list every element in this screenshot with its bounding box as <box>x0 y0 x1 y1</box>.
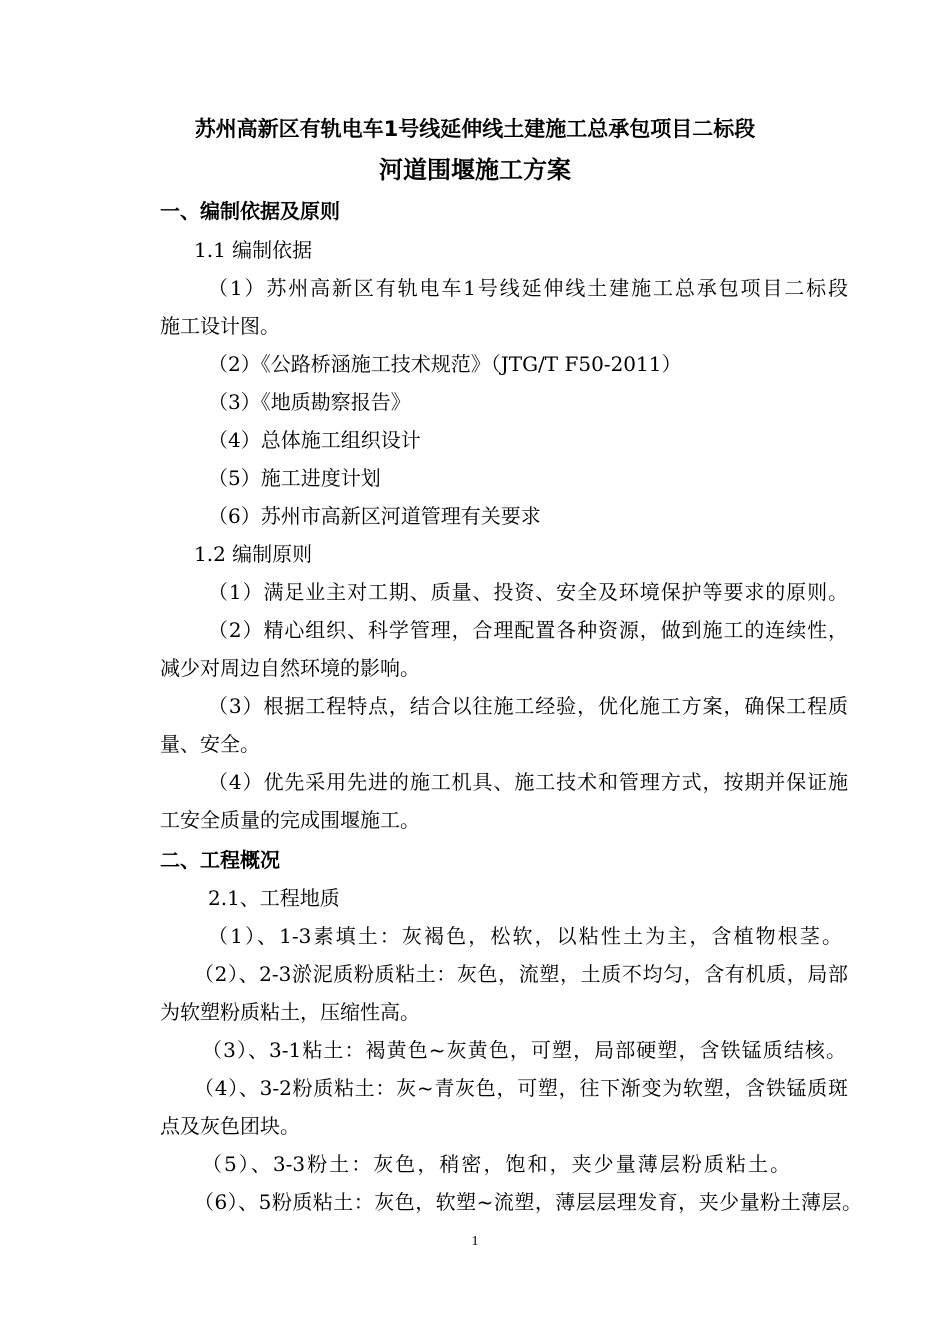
list-item: 减少对周边自然环境的影响。 <box>160 656 420 680</box>
list-item: （1）满足业主对工期、质量、投资、安全及环境保护等要求的原则。 <box>208 580 848 604</box>
list-item: （3）《地质勘察报告》 <box>208 390 411 414</box>
subsection-1-1-heading: 1.1 编制依据 <box>194 238 313 262</box>
list-item: （2）精心组织、科学管理，合理配置各种资源，做到施工的连续性， <box>208 618 848 642</box>
list-item: （6）苏州市高新区河道管理有关要求 <box>208 504 541 528</box>
list-item: （3）、3-1粘土：褐黄色~灰黄色，可塑，局部硬塑，含铁锰质结核。 <box>202 1038 846 1062</box>
section2-heading: 二、工程概况 <box>160 848 280 872</box>
subsection-1-2-heading: 1.2 编制原则 <box>194 542 313 566</box>
list-item: （5）、3-3粉土：灰色，稍密，饱和，夹少量薄层粉质粘土。 <box>202 1152 790 1176</box>
list-item: 为软塑粉质粘土，压缩性高。 <box>160 1000 420 1024</box>
section1-heading: 一、编制依据及原则 <box>160 199 340 223</box>
document-title-line2: 河道围堰施工方案 <box>379 156 571 184</box>
list-item: （1）苏州高新区有轨电车1号线延伸线土建施工总承包项目二标段 <box>208 276 848 300</box>
subsection-2-1-heading: 2.1、工程地质 <box>208 886 340 910</box>
list-item: （4）优先采用先进的施工机具、施工技术和管理方式，按期并保证施 <box>208 770 848 794</box>
list-item: （2）《公路桥涵施工技术规范》（JTG/T F50-2011） <box>208 352 682 376</box>
list-item: 施工设计图。 <box>160 314 280 338</box>
list-item: （1）、1-3素填土：灰褐色，松软，以粘性土为主，含植物根茎。 <box>208 924 842 948</box>
list-item: （4）总体施工组织设计 <box>208 428 421 452</box>
list-item: 工安全质量的完成围堰施工。 <box>160 808 420 832</box>
list-item: （4）、3-2粉质粘土：灰~青灰色，可塑，往下渐变为软塑，含铁锰质斑 <box>194 1076 848 1100</box>
page-number: 1 <box>471 1234 479 1249</box>
list-item: （2）、2-3淤泥质粉质粘土：灰色，流塑，土质不均匀，含有机质，局部 <box>194 962 848 986</box>
list-item: （6）、5粉质粘土：灰色，软塑~流塑，薄层层理发育，夹少量粉土薄层。 <box>194 1190 862 1214</box>
list-item: （3）根据工程特点，结合以往施工经验，优化施工方案，确保工程质 <box>208 694 848 718</box>
list-item: 量、安全。 <box>160 732 260 756</box>
list-item: （5）施工进度计划 <box>208 466 381 490</box>
document-title-line1: 苏州高新区有轨电车1号线延伸线土建施工总承包项目二标段 <box>194 117 756 141</box>
list-item: 点及灰色团块。 <box>160 1114 300 1138</box>
